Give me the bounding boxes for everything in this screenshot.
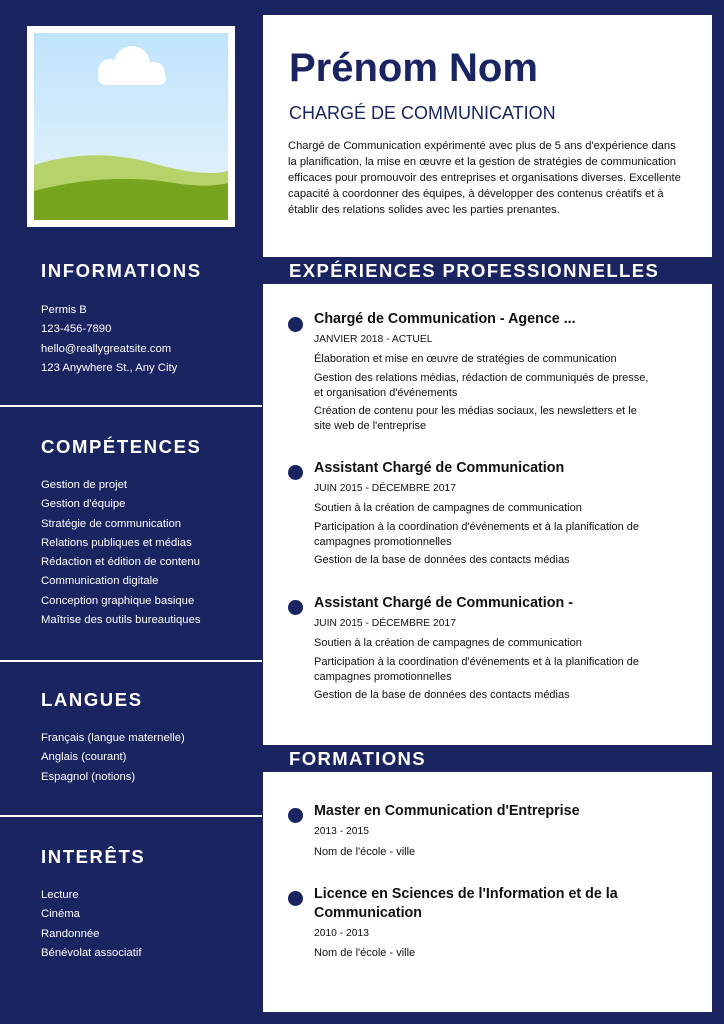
job-title: CHARGÉ DE COMMUNICATION [289,103,556,123]
experience-task: Création de contenu pour les médias sociaux, les newsletters et le site web de l'entreprise [314,405,637,432]
bullet-dot [288,317,303,332]
competences-heading: COMPÉTENCES [41,436,202,457]
bullet-dot [288,808,303,823]
info-license: Permis B [41,304,87,316]
interest-item: Bénévolat associatif [41,946,142,959]
skill-item: Maîtrise des outils bureautiques [41,614,201,627]
formations-heading: FORMATIONS [289,748,426,769]
experience-title: Assistant Chargé de Communication - [314,595,573,611]
experience-title: Assistant Chargé de Communication [314,460,565,476]
experience-task: Gestion de la base de données des contacts médias [314,689,570,701]
interest-item: Cinéma [41,908,80,921]
formation-date: 2013 - 2015 [314,826,369,837]
bullet-dot [288,600,303,615]
info-address: 123 Anywhere St., Any City [41,361,178,374]
experience-date: JUIN 2015 - DÉCEMBRE 2017 [314,483,456,494]
informations-list [41,301,177,378]
skill-item: Relations publiques et médias [41,536,192,549]
experience-task: Gestion de la base de données des contacts médias [314,554,570,566]
experience-task: Gestion des relations médias, rédaction de communiqués de presse, et organisation d'événements [314,372,649,399]
experience-date: JANVIER 2018 - ACTUEL [314,334,433,345]
experience-task: Soutien à la création de campagnes de communication [314,502,582,514]
skill-item: Communication digitale [41,575,159,588]
experience-task: Participation à la coordination d'événements et à la planification de campagnes promotionnelles [314,656,639,683]
skill-item: Conception graphique basique [41,594,195,607]
langues-list [41,729,185,787]
info-email: hello@reallygreatsite.com [41,342,172,355]
info-phone: 123-456-7890 [41,323,112,336]
experiences-heading: EXPÉRIENCES PROFESSIONNELLES [289,260,660,281]
profile-summary: Chargé de Communication expérimenté avec plus de 5 ans d'expérience dans la planification, la mise en œuvre et la gestion de stratégies de communication efficaces pour promouvoir des entreprises et organisations diverses. Excellente capacité à coordonner des équipes, à développer des contenus créatifs et à établir des relations solides avec les parties prenantes. [288,140,681,216]
formation-date: 2010 - 2013 [314,928,369,939]
language-item: Espagnol (notions) [41,770,136,783]
experience-task: Élaboration et mise en œuvre de stratégies de communication [314,353,617,365]
section-divider [0,815,262,817]
language-item: Anglais (courant) [41,751,127,764]
formation-school: Nom de l'école - ville [314,947,416,959]
section-divider [0,405,262,407]
interest-item: Randonnée [41,927,100,940]
full-name: Prénom Nom [289,46,538,90]
experience-task: Soutien à la création de campagnes de communication [314,637,582,649]
formation-title: Licence en Sciences de l'Information et de la Communication [314,886,618,921]
formation-title: Master en Communication d'Entreprise [314,803,580,819]
competences-list [41,476,201,630]
bullet-dot [288,891,303,906]
langues-heading: LANGUES [41,689,143,710]
skill-item: Gestion de projet [41,479,128,491]
interest-item: Lecture [41,889,79,901]
bullet-dot [288,465,303,480]
skill-item: Rédaction et édition de contenu [41,556,200,569]
informations-heading: INFORMATIONS [41,260,202,281]
interets-heading: INTERÊTS [41,846,146,867]
language-item: Français (langue maternelle) [41,732,185,744]
skill-item: Stratégie de communication [41,517,182,530]
interets-list [41,886,141,963]
experience-date: JUIN 2015 - DÉCEMBRE 2017 [314,618,456,629]
skill-item: Gestion d'équipe [41,498,126,511]
section-divider [0,660,262,662]
landscape-placeholder-icon [34,33,228,220]
formation-school: Nom de l'école - ville [314,846,416,858]
profile-photo [27,26,235,227]
experience-title: Chargé de Communication - Agence ... [314,311,576,327]
experience-task: Participation à la coordination d'événements et à la planification de campagnes promotionnelles [314,521,639,548]
